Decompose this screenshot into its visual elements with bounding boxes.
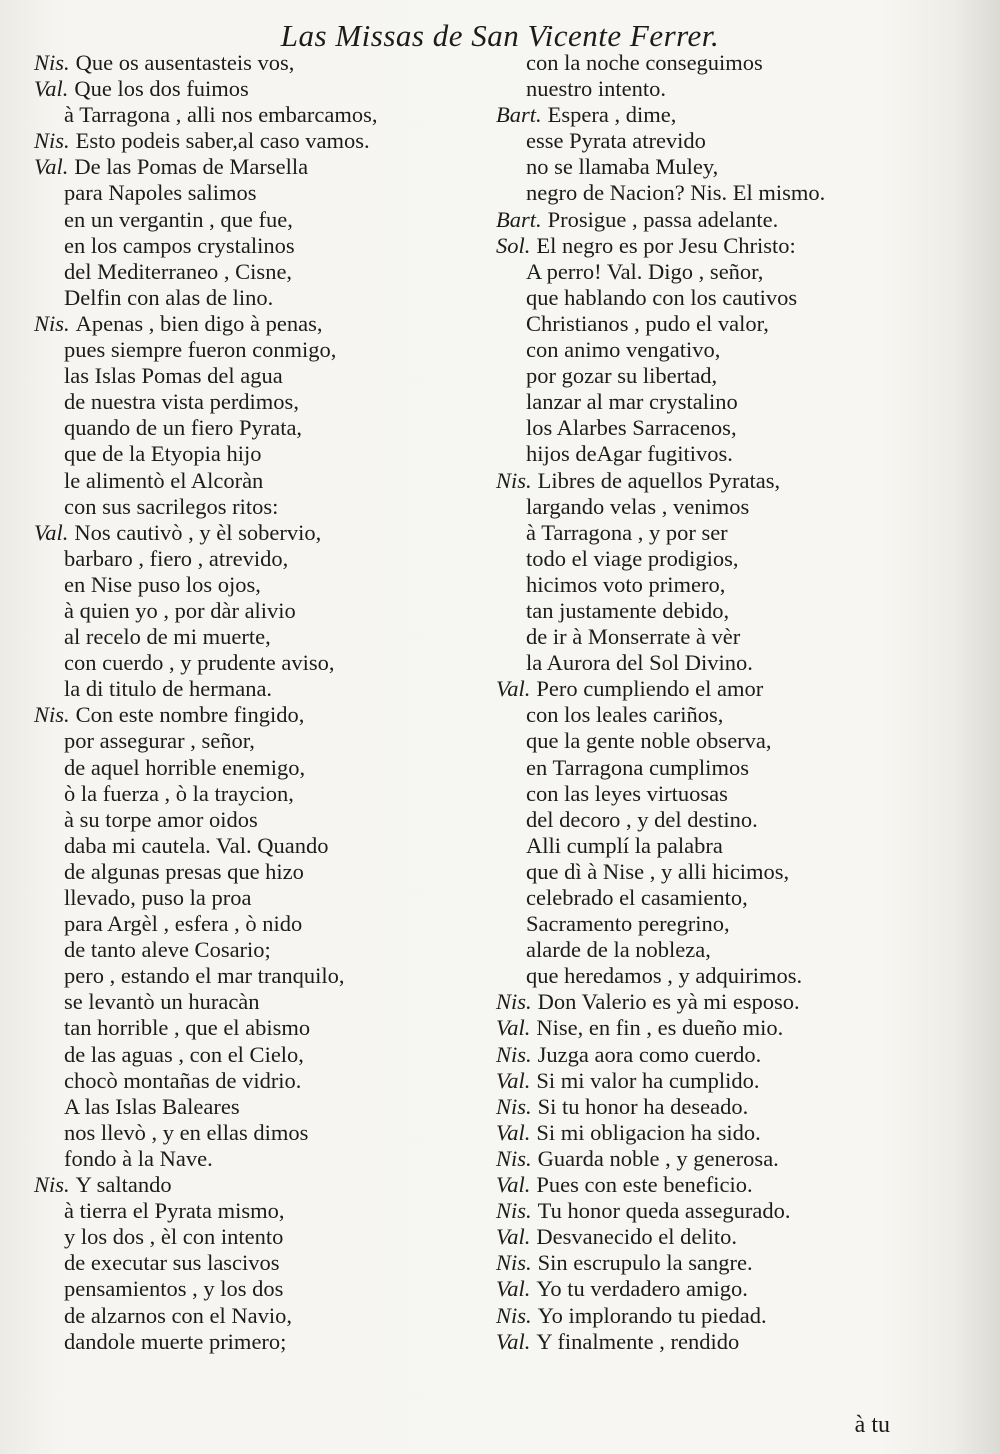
verse-line: [496, 546, 876, 572]
verse-text: Que los dos fuimos: [74, 76, 249, 102]
verse-line: [496, 885, 876, 911]
speaker-label: Nis.: [496, 1093, 532, 1119]
verse-text: à Tarragona , alli nos embarcamos,: [64, 102, 378, 128]
verse-text: pues siempre fueron conmigo,: [64, 337, 337, 363]
verse-text: Pero cumpliendo el amor: [536, 676, 764, 702]
verse-text: Nise, en fin , es dueño mio.: [536, 1015, 784, 1041]
verse-text: de aquel horrible enemigo,: [64, 754, 306, 780]
verse-text: los Alarbes Sarracenos,: [526, 415, 737, 441]
verse-line: [34, 859, 484, 885]
verse-text: Sacramento peregrino,: [526, 911, 730, 937]
verse-line: [34, 102, 484, 128]
verse-text: de las aguas , con el Cielo,: [64, 1041, 304, 1067]
verse-text: alarde de la nobleza,: [526, 937, 711, 963]
verse-line: [496, 441, 876, 467]
verse-text: para Argèl , esfera , ò nido: [64, 911, 303, 937]
verse-text: todo el viage prodigios,: [526, 545, 739, 571]
verse-line: [496, 755, 876, 781]
verse-text: con sus sacrilegos ritos:: [64, 493, 279, 519]
verse-text: negro de Nacion? Nis. El mismo.: [526, 180, 826, 206]
verse-text: Pues con este beneficio.: [536, 1172, 753, 1198]
verse-text: barbaro , fiero , atrevido,: [64, 545, 289, 571]
verse-text: De las Pomas de Marsella: [74, 154, 309, 180]
verse-line: [496, 937, 876, 963]
speaker-label: Nis.: [496, 1198, 532, 1224]
verse-text: nuestro intento.: [526, 76, 666, 102]
verse-text: Libres de aquellos Pyratas,: [537, 467, 781, 493]
verse-text: Desvanecido el delito.: [536, 1224, 737, 1250]
verse-text: con cuerdo , y prudente aviso,: [64, 650, 335, 676]
speaker-label: Nis.: [34, 702, 70, 728]
verse-line: [34, 1276, 484, 1302]
verse-text: Yo tu verdadero amigo.: [536, 1276, 748, 1302]
verse-text: tan justamente debido,: [526, 597, 730, 623]
verse-text: pero , estando el mar tranquilo,: [64, 963, 345, 989]
verse-line: [34, 728, 484, 754]
verse-text: de tanto aleve Cosario;: [64, 937, 271, 963]
verse-text: en los campos crystalinos: [64, 232, 295, 258]
verse-text: de algunas presas que hizo: [64, 858, 304, 884]
verse-text: que hablando con los cautivos: [526, 284, 798, 310]
verse-line: [34, 598, 484, 624]
speaker-label: Val.: [34, 154, 69, 180]
verse-line: [34, 154, 484, 180]
verse-text: Espera , dime,: [547, 102, 677, 128]
verse-text: A perro! Val. Digo , señor,: [526, 258, 764, 284]
verse-text: Juzga aora como cuerdo.: [537, 1041, 762, 1067]
verse-text: Guarda noble , y generosa.: [537, 1145, 779, 1171]
verse-text: que heredamos , y adquirimos.: [526, 963, 803, 989]
verse-line: [496, 781, 876, 807]
verse-line: [496, 859, 876, 885]
verse-text: A las Islas Baleares: [64, 1093, 240, 1119]
verse-line: [34, 1250, 484, 1276]
speaker-label: Nis.: [496, 1250, 532, 1276]
verse-text: largando velas , venimos: [526, 493, 750, 519]
verse-line: [34, 415, 484, 441]
verse-text: Y saltando: [75, 1172, 172, 1198]
speaker-label: Val.: [496, 1067, 531, 1093]
verse-line: [34, 546, 484, 572]
verse-line: [496, 337, 876, 363]
verse-line: [34, 1042, 484, 1068]
page-edge-shadow: [952, 0, 1000, 1454]
verse-line: [34, 1146, 484, 1172]
verse-line: [496, 650, 876, 676]
verse-text: dandole muerte primero;: [64, 1328, 287, 1354]
speaker-label: Nis.: [34, 50, 70, 75]
verse-line: [496, 494, 876, 520]
verse-line: [34, 702, 484, 728]
verse-line: [496, 1224, 876, 1250]
verse-line: [496, 233, 876, 259]
speaker-label: Val.: [34, 76, 69, 102]
speaker-label: Val.: [496, 1224, 531, 1250]
verse-line: [496, 624, 876, 650]
verse-text: con la noche conseguimos: [526, 50, 763, 75]
verse-line: [34, 285, 484, 311]
right-column: [496, 50, 876, 1355]
speaker-label: Nis.: [496, 467, 532, 493]
verse-line: [34, 1015, 484, 1041]
verse-line: [34, 128, 484, 154]
verse-line: [34, 233, 484, 259]
verse-line: [34, 833, 484, 859]
verse-line: [34, 337, 484, 363]
verse-line: [496, 1042, 876, 1068]
verse-text: lanzar al mar crystalino: [526, 389, 738, 415]
verse-line: [496, 128, 876, 154]
verse-text: para Napoles salimos: [64, 180, 257, 206]
verse-text: Que os ausentasteis vos,: [75, 50, 295, 75]
verse-line: [496, 1303, 876, 1329]
speaker-label: Val.: [496, 1119, 531, 1145]
verse-text: hicimos voto primero,: [526, 571, 726, 597]
verse-line: [34, 1303, 484, 1329]
speaker-label: Nis.: [34, 128, 70, 154]
verse-line: [34, 755, 484, 781]
verse-text: del Mediterraneo , Cisne,: [64, 258, 293, 284]
verse-line: [34, 1068, 484, 1094]
verse-text: la di titulo de hermana.: [64, 676, 273, 702]
verse-text: El negro es por Jesu Christo:: [536, 232, 796, 258]
verse-line: [496, 520, 876, 546]
verse-text: con los leales cariños,: [526, 702, 724, 728]
verse-text: celebrado el casamiento,: [526, 885, 748, 910]
verse-line: [496, 154, 876, 180]
verse-text: Alli cumplí la palabra: [526, 832, 723, 858]
speaker-label: Val.: [496, 1328, 531, 1354]
verse-text: que de la Etyopia hijo: [64, 441, 262, 467]
verse-text: por gozar su libertad,: [526, 363, 718, 389]
speaker-label: Bart.: [496, 102, 542, 128]
verse-line: [496, 911, 876, 937]
verse-line: [496, 102, 876, 128]
verse-text: Sin escrupulo la sangre.: [537, 1250, 753, 1276]
verse-line: [34, 807, 484, 833]
verse-line: [34, 781, 484, 807]
speaker-label: Nis.: [496, 989, 532, 1015]
verse-line: [34, 963, 484, 989]
verse-text: le alimentò el Alcoràn: [64, 467, 264, 493]
verse-text: Si mi obligacion ha sido.: [536, 1119, 761, 1145]
speaker-label: Nis.: [34, 1172, 70, 1198]
verse-line: [34, 937, 484, 963]
verse-text: no se llamaba Muley,: [526, 154, 719, 180]
verse-text: en Nise puso los ojos,: [64, 571, 261, 597]
verse-text: Tu honor queda assegurado.: [537, 1198, 791, 1224]
verse-line: [496, 1198, 876, 1224]
verse-text: Si mi valor ha cumplido.: [536, 1067, 760, 1093]
verse-text: Christianos , pudo el valor,: [526, 310, 769, 336]
left-column: [34, 50, 484, 1355]
verse-line: [34, 494, 484, 520]
catchword: à tu: [854, 1412, 890, 1438]
verse-text: por assegurar , señor,: [64, 728, 255, 754]
verse-text: à quien yo , por dàr alivio: [64, 597, 296, 623]
verse-line: [496, 676, 876, 702]
verse-text: Esto podeis saber,al caso vamos.: [75, 128, 370, 154]
verse-line: [496, 1250, 876, 1276]
verse-text: con las leyes virtuosas: [526, 780, 728, 806]
verse-line: [34, 311, 484, 337]
verse-line: [34, 180, 484, 206]
verse-text: de alzarnos con el Navio,: [64, 1302, 293, 1328]
verse-text: llevado, puso la proa: [64, 885, 252, 910]
verse-text: fondo à la Nave.: [64, 1145, 213, 1171]
verse-line: [496, 598, 876, 624]
verse-text: Yo implorando tu piedad.: [537, 1302, 767, 1328]
verse-line: [496, 207, 876, 233]
verse-line: [34, 1120, 484, 1146]
speaker-label: Nis.: [496, 1302, 532, 1328]
verse-line: [34, 572, 484, 598]
verse-line: [496, 363, 876, 389]
verse-text: la Aurora del Sol Divino.: [526, 650, 753, 676]
verse-line: [496, 702, 876, 728]
verse-text: de ir à Monserrate à vèr: [526, 624, 741, 650]
speaker-label: Val.: [34, 519, 69, 545]
speaker-label: Nis.: [34, 310, 70, 336]
verse-text: Si tu honor ha deseado.: [537, 1093, 749, 1119]
verse-text: Nos cautivò , y èl sobervio,: [74, 519, 322, 545]
verse-text: de executar sus lascivos: [64, 1250, 280, 1276]
verse-text: à su torpe amor oidos: [64, 806, 258, 832]
verse-line: [34, 76, 484, 102]
verse-text: y los dos , èl con intento: [64, 1224, 284, 1250]
verse-line: [34, 1094, 484, 1120]
verse-text: chocò montañas de vidrio.: [64, 1067, 302, 1093]
verse-text: Don Valerio es yà mi esposo.: [537, 989, 800, 1015]
verse-line: [496, 1329, 876, 1355]
verse-line: [34, 468, 484, 494]
verse-text: à tierra el Pyrata mismo,: [64, 1198, 285, 1224]
verse-text: al recelo de mi muerte,: [64, 624, 271, 650]
verse-line: [34, 50, 484, 76]
verse-line: [34, 389, 484, 415]
verse-text: tan horrible , que el abismo: [64, 1015, 311, 1041]
verse-line: [34, 363, 484, 389]
verse-text: quando de un fiero Pyrata,: [64, 415, 303, 441]
verse-line: [496, 833, 876, 859]
verse-line: [496, 468, 876, 494]
verse-line: [496, 76, 876, 102]
speaker-label: Bart.: [496, 206, 542, 232]
verse-line: [496, 1276, 876, 1302]
verse-line: [34, 911, 484, 937]
verse-line: [496, 1068, 876, 1094]
speaker-label: Val.: [496, 1276, 531, 1302]
verse-text: que dì à Nise , y alli hicimos,: [526, 858, 790, 884]
verse-text: de nuestra vista perdimos,: [64, 389, 299, 415]
verse-text: Apenas , bien digo à penas,: [75, 310, 323, 336]
verse-text: se levantò un huracàn: [64, 989, 260, 1015]
verse-line: [496, 259, 876, 285]
verse-line: [496, 389, 876, 415]
verse-text: en un vergantin , que fue,: [64, 206, 293, 232]
verse-line: [34, 1224, 484, 1250]
verse-line: [34, 1198, 484, 1224]
verse-line: [34, 520, 484, 546]
verse-line: [34, 1172, 484, 1198]
verse-line: [496, 1172, 876, 1198]
running-header: Las Missas de San Vicente Ferrer.: [280, 18, 720, 53]
speaker-label: Nis.: [496, 1041, 532, 1067]
speaker-label: Val.: [496, 1172, 531, 1198]
verse-line: [34, 207, 484, 233]
verse-line: [496, 989, 876, 1015]
verse-line: [496, 180, 876, 206]
speaker-label: Sol.: [496, 232, 531, 258]
verse-line: [34, 624, 484, 650]
verse-text: hijos deAgar fugitivos.: [526, 441, 733, 467]
verse-line: [34, 885, 484, 911]
verse-line: [496, 1146, 876, 1172]
verse-line: [34, 1329, 484, 1355]
verse-text: daba mi cautela. Val. Quando: [64, 832, 329, 858]
speaker-label: Val.: [496, 1015, 531, 1041]
verse-text: Con este nombre fingido,: [75, 702, 305, 728]
verse-line: [496, 728, 876, 754]
verse-line: [34, 441, 484, 467]
verse-line: [34, 989, 484, 1015]
verse-line: [496, 311, 876, 337]
verse-line: [34, 650, 484, 676]
verse-text: nos llevò , y en ellas dimos: [64, 1119, 309, 1145]
verse-text: del decoro , y del destino.: [526, 806, 758, 832]
verse-text: esse Pyrata atrevido: [526, 128, 706, 154]
verse-text: Y finalmente , rendido: [536, 1328, 740, 1354]
verse-line: [496, 1120, 876, 1146]
verse-line: [496, 1015, 876, 1041]
verse-text: pensamientos , y los dos: [64, 1276, 284, 1302]
verse-text: ò la fuerza , ò la traycion,: [64, 780, 294, 806]
verse-line: [34, 259, 484, 285]
verse-text: en Tarragona cumplimos: [526, 754, 749, 780]
verse-line: [496, 1094, 876, 1120]
speaker-label: Val.: [496, 676, 531, 702]
verse-text: que la gente noble observa,: [526, 728, 772, 754]
verse-line: [496, 572, 876, 598]
verse-line: [496, 50, 876, 76]
verse-text: à Tarragona , y por ser: [526, 519, 728, 545]
verse-text: Prosigue , passa adelante.: [547, 206, 779, 232]
speaker-label: Nis.: [496, 1145, 532, 1171]
verse-line: [496, 285, 876, 311]
verse-line: [496, 415, 876, 441]
verse-text: Delfin con alas de lino.: [64, 284, 274, 310]
verse-line: [496, 807, 876, 833]
verse-line: [34, 676, 484, 702]
verse-text: las Islas Pomas del agua: [64, 363, 283, 389]
verse-line: [496, 963, 876, 989]
verse-text: con animo vengativo,: [526, 337, 721, 363]
